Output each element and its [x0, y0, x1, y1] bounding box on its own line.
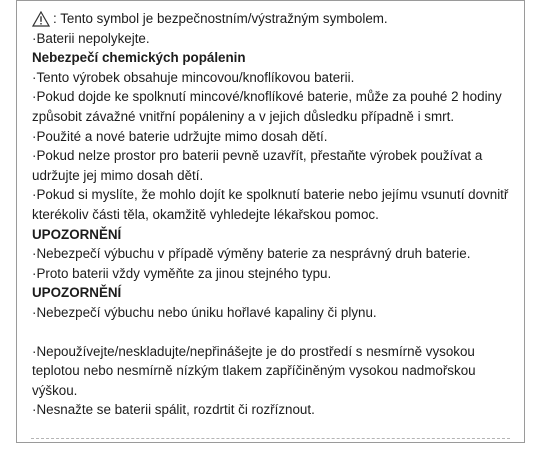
battery-warning-notice [16, 0, 525, 443]
warning-triangle-icon [32, 11, 50, 27]
warning-line: ·Nebezpečí výbuchu nebo úniku hořlavé kapaliny či plynu. [32, 304, 377, 320]
warning-paragraph: ·Pokud nelze prostor pro baterii pevně uzavřít, přestaňte výrobek používat a udržujte jej mimo dosah dětí. [32, 148, 483, 183]
warning-paragraph: ·Nepoužívejte/neskladujte/nepřinášejte je do prostředí s nesmírně vysokou teplotou nebo nesmírně nízkým tlakem zapříčiněným vysokou nadmořskou výškou. [32, 343, 476, 398]
warning-paragraph: ·Pokud dojde ke spolknutí mincové/knoflíkové baterie, může za pouhé 2 hodiny způsobit závažné vnitřní popáleniny a v jejich důsledku případně i smrt. [32, 89, 502, 124]
warning-line: ·Nesnažte se baterii spálit, rozdrtit či rozříznout. [32, 402, 315, 418]
warning-line: ·Nebezpečí výbuchu v případě výměny baterie za nesprávný druh baterie. [32, 246, 471, 262]
section-heading: UPOZORNĚNÍ [32, 226, 122, 242]
bottom-divider [31, 438, 510, 439]
section-heading: UPOZORNĚNÍ [32, 285, 122, 301]
warning-line: ·Proto baterii vždy vyměňte za jinou stejného typu. [32, 265, 332, 281]
warning-line: ·Tento výrobek obsahuje mincovou/knoflíkovou baterii. [32, 69, 355, 85]
symbol-note-line [32, 9, 516, 29]
warning-paragraph: ·Pokud si myslíte, že mohlo dojít ke spolknutí baterie nebo jejímu vsunutí dovnitř kterékoliv části těla, okamžitě vyhledejte lékařskou pomoc. [32, 187, 509, 222]
warning-line: ·Baterii nepolykejte. [32, 30, 150, 46]
symbol-note-text: : Tento symbol je bezpečnostním/výstražným symbolem. [53, 11, 388, 26]
section-heading: Nebezpečí chemických popálenin [32, 50, 246, 66]
spacer [32, 323, 516, 342]
warning-line: ·Použité a nové baterie udržujte mimo dosah dětí. [32, 128, 328, 144]
